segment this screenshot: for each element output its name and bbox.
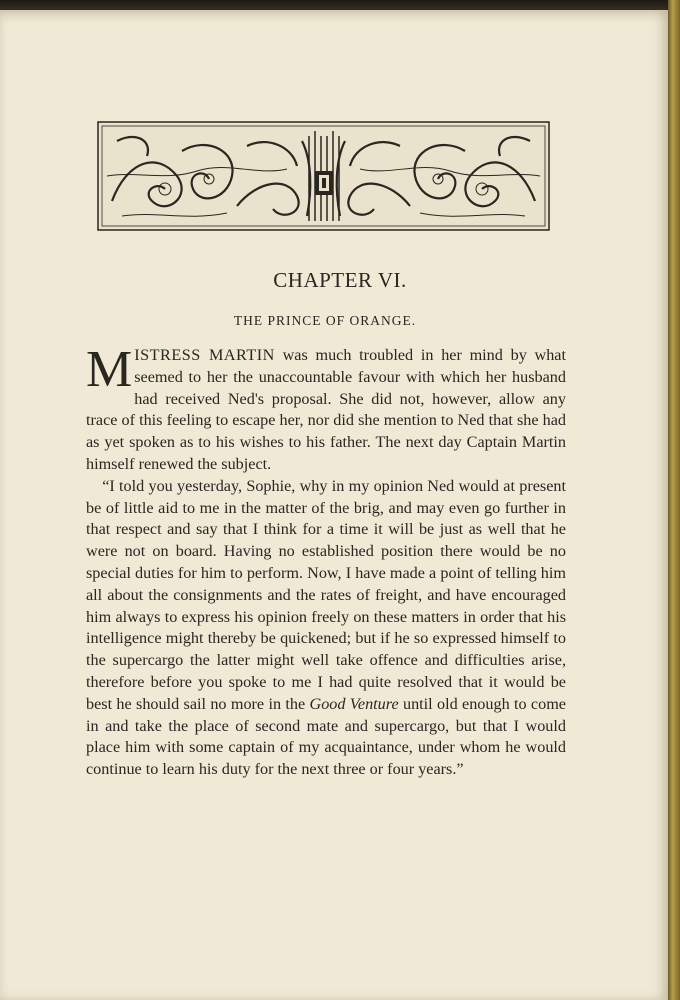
- decorative-headpiece: [97, 121, 550, 231]
- opening-small-caps: ISTRESS MARTIN: [134, 346, 275, 364]
- chapter-title: CHAPTER VI.: [273, 268, 407, 292]
- chapter-subtitle: THE PRINCE OF ORANGE.: [233, 313, 417, 328]
- paragraph-2-text-before: “I told you yesterday, Sophie, why in my opinion Ned would at present be of little aid to me in the matter of the brig, and may even go further in that respect and say that I think for a time it will be just as well that he were not on board. Having no established position there would be no special duties for him to perform. Now, I have made a point of telling him all about the consignments and the rates of freight, and have encouraged him always to express his opinion freely on these matters in order that his intelligence might thereby be quickened; but if he so expressed himself to the supercargo the latter might well take offence and difficulties arise, therefore before you spoke to me I had quite resolved that it would be best he should sail no more in the: [86, 476, 566, 713]
- paragraph-2-text-after: until old enough to come in and take the place of second mate and supercargo, but that I would place him with some captain of my acquaintance, under whom he would continue to learn his duty for the next three or four years.”: [86, 694, 566, 779]
- body-text: [86, 341, 566, 781]
- paragraph-1: [86, 341, 566, 476]
- drop-cap: M: [86, 341, 133, 398]
- ship-name: Good Venture: [309, 694, 399, 713]
- paragraph-2: [86, 476, 566, 781]
- page-right-edge: [668, 0, 680, 1000]
- paragraph-1-text: was much troubled in her mind by what seemed to her the unaccountable favour with which her husband had received Ned's proposal. She did not, however, allow any trace of this feeling to escape her, nor did she mention to Ned that she had as yet spoken as to his wishes to his father. The next day Captain Martin himself renewed the subject.: [86, 346, 566, 473]
